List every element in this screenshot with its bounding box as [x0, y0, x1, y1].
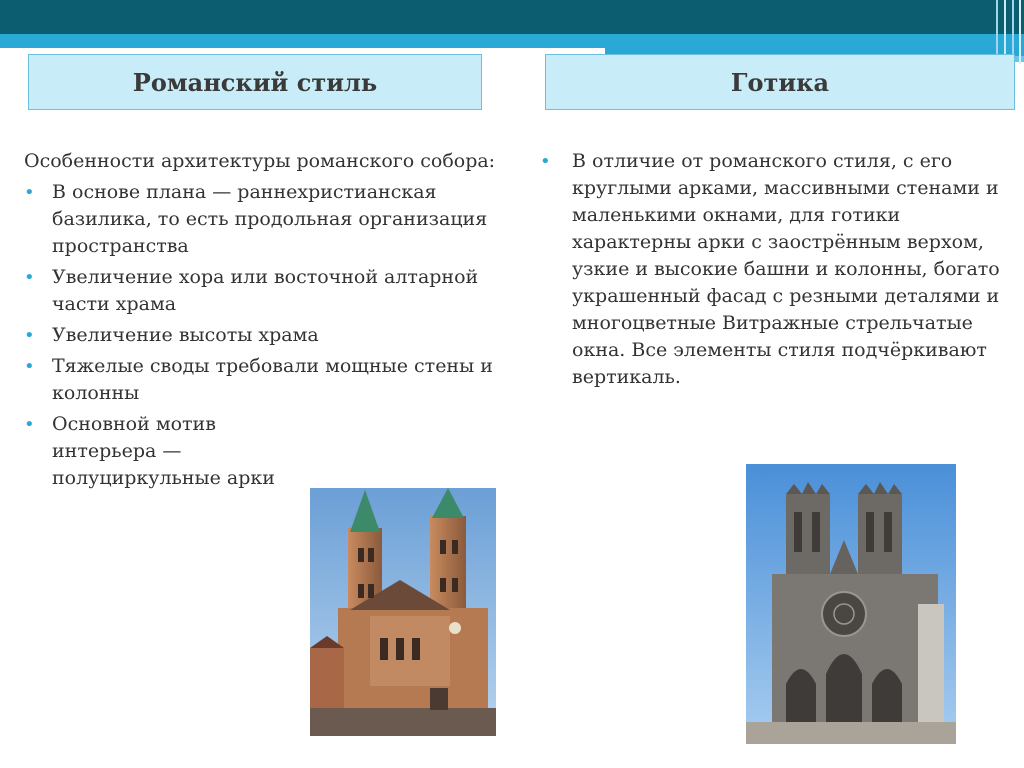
romanesque-cathedral-photo	[310, 488, 496, 736]
bullet-icon: •	[24, 325, 35, 346]
bullet-icon: •	[24, 267, 35, 288]
list-item: • Основной мотив интерьера — полуциркульные арки	[24, 413, 275, 489]
header-gothic: Готика	[545, 54, 1015, 110]
decorative-vertical-line	[1019, 0, 1021, 64]
gothic-section	[540, 148, 1000, 391]
romanesque-cathedral-illustration	[310, 488, 496, 736]
list-item: • Тяжелые своды требовали мощные стены и колонны	[24, 355, 493, 404]
romanesque-list	[24, 179, 514, 492]
bullet-icon: •	[24, 182, 35, 203]
romanesque-intro: Особенности архитектуры романского собора:	[24, 150, 496, 172]
list-item: • Увеличение высоты храма	[24, 322, 514, 349]
top-banner	[0, 0, 1024, 34]
gothic-cathedral-illustration	[746, 464, 956, 744]
bullet-icon: •	[540, 151, 551, 172]
list-item: • В основе плана — раннехристианская базилика, то есть продольная организация пространства	[24, 181, 488, 257]
list-item: • Увеличение хора или восточной алтарной части храма	[24, 266, 479, 315]
romanesque-section	[24, 148, 514, 496]
header-romanesque: Романский стиль	[28, 54, 482, 110]
gothic-cathedral-photo	[746, 464, 956, 744]
bullet-icon: •	[24, 414, 35, 435]
bullet-icon: •	[24, 356, 35, 377]
gothic-paragraph: • В отличие от романского стиля, с его круглыми арками, массивными стенами и маленькими окнами, для готики характерны арки с заострённым верхом, узкие и высокие башни и колонны, богато украшенный фасад с резными деталями и многоцветные Витражные стрельчатые окна. Все элементы стиля подчёркивают вертикаль.	[540, 150, 1000, 388]
